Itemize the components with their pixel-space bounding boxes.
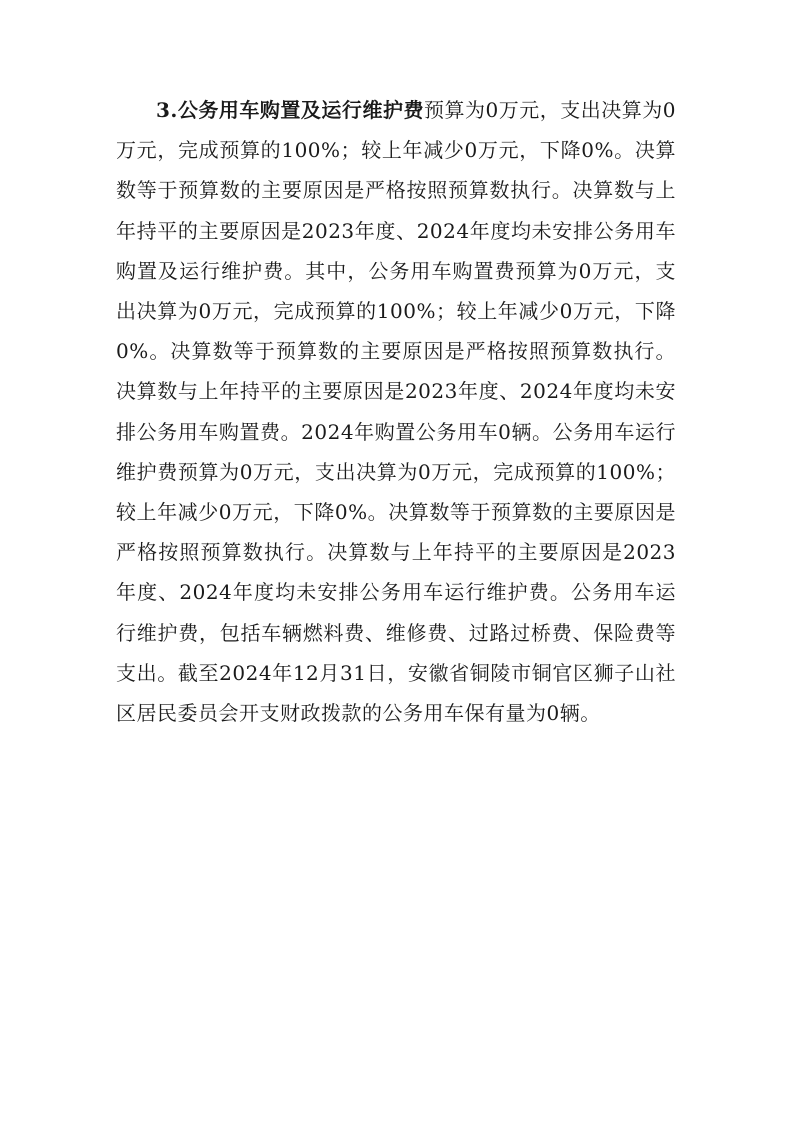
body-paragraph [116, 90, 676, 733]
section-heading-lead: 3.公务用车购置及运行维护费 [156, 98, 424, 122]
section-body-text: 预算为0万元，支出决算为0万元，完成预算的100%；较上年减少0万元，下降0%。决算数等于预算数的主要原因是严格按照预算数执行。决算数与上年持平的主要原因是2023年度、2024年度均未安排公务用车购置及运行维护费。其中，公务用车购置费预算为0万元，支出决算为0万元，完成预算的100%；较上年减少0万元，下降0%。决算数等于预算数的主要原因是严格按照预算数执行。决算数与上年持平的主要原因是2023年度、2024年度均未安排公务用车购置费。2024年购置公务用车0辆。公务用车运行维护费预算为0万元，支出决算为0万元，完成预算的100%；较上年减少0万元，下降0%。决算数等于预算数的主要原因是严格按照预算数执行。决算数与上年持平的主要原因是2023年度、2024年度均未安排公务用车运行维护费。公务用车运行维护费，包括车辆燃料费、维修费、过路过桥费、保险费等支出。截至2024年12月31日，安徽省铜陵市铜官区狮子山社区居民委员会开支财政拨款的公务用车保有量为0辆。 [116, 98, 676, 726]
